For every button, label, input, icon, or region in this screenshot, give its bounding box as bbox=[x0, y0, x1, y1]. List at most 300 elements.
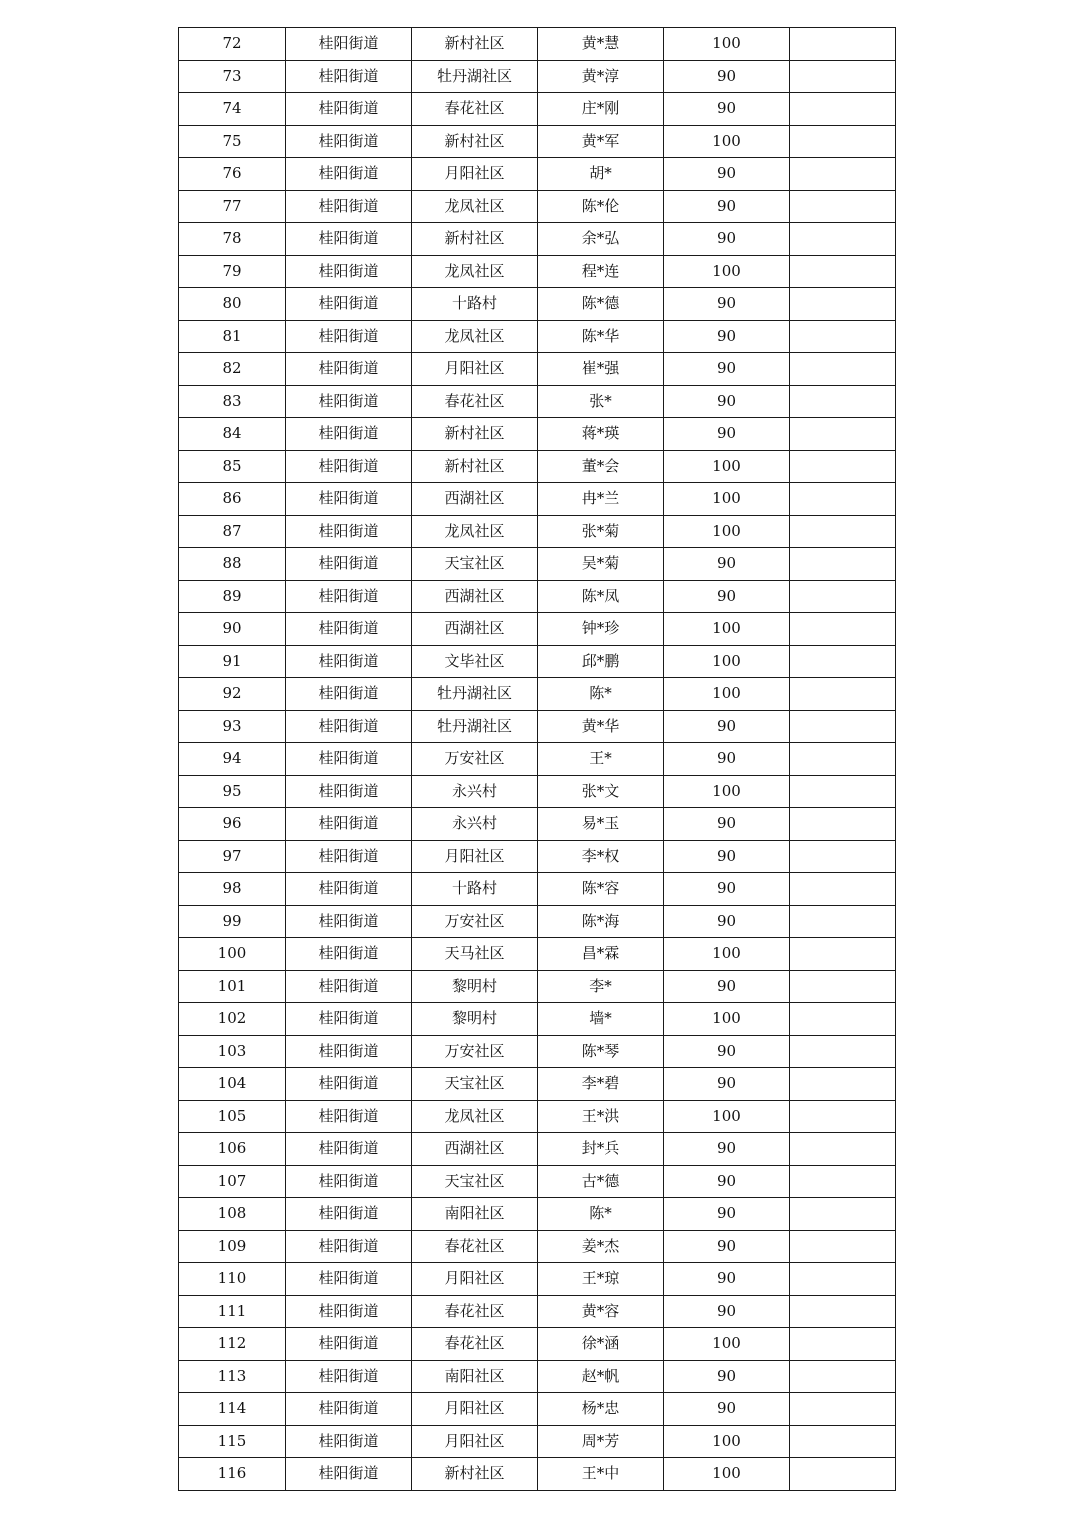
community-cell: 月阳社区 bbox=[412, 1425, 538, 1458]
name-cell: 陈*海 bbox=[538, 905, 664, 938]
community-cell: 黎明村 bbox=[412, 970, 538, 1003]
community-cell: 万安社区 bbox=[412, 905, 538, 938]
table-row bbox=[179, 905, 896, 938]
table-row bbox=[179, 1133, 896, 1166]
name-cell: 陈*德 bbox=[538, 288, 664, 321]
name-cell: 陈*容 bbox=[538, 873, 664, 906]
name-cell: 程*连 bbox=[538, 255, 664, 288]
community-cell: 新村社区 bbox=[412, 418, 538, 451]
score-cell: 90 bbox=[664, 418, 790, 451]
community-cell: 万安社区 bbox=[412, 743, 538, 776]
community-cell: 春花社区 bbox=[412, 1295, 538, 1328]
row-number-cell: 105 bbox=[179, 1100, 286, 1133]
note-cell bbox=[790, 1003, 896, 1036]
score-cell: 90 bbox=[664, 1295, 790, 1328]
score-cell: 100 bbox=[664, 125, 790, 158]
row-number-cell: 97 bbox=[179, 840, 286, 873]
row-number-cell: 78 bbox=[179, 223, 286, 256]
community-cell: 新村社区 bbox=[412, 1458, 538, 1491]
score-cell: 90 bbox=[664, 1198, 790, 1231]
street-cell: 桂阳街道 bbox=[286, 1165, 412, 1198]
note-cell bbox=[790, 255, 896, 288]
street-cell: 桂阳街道 bbox=[286, 613, 412, 646]
table-row bbox=[179, 873, 896, 906]
name-cell: 王*洪 bbox=[538, 1100, 664, 1133]
community-cell: 牡丹湖社区 bbox=[412, 710, 538, 743]
street-cell: 桂阳街道 bbox=[286, 1295, 412, 1328]
community-cell: 龙凤社区 bbox=[412, 320, 538, 353]
note-cell bbox=[790, 1393, 896, 1426]
community-cell: 十路村 bbox=[412, 288, 538, 321]
row-number-cell: 99 bbox=[179, 905, 286, 938]
note-cell bbox=[790, 1230, 896, 1263]
table-row bbox=[179, 515, 896, 548]
table-row bbox=[179, 840, 896, 873]
street-cell: 桂阳街道 bbox=[286, 1328, 412, 1361]
name-cell: 胡* bbox=[538, 158, 664, 191]
note-cell bbox=[790, 1165, 896, 1198]
street-cell: 桂阳街道 bbox=[286, 580, 412, 613]
note-cell bbox=[790, 60, 896, 93]
row-number-cell: 77 bbox=[179, 190, 286, 223]
name-cell: 陈* bbox=[538, 678, 664, 711]
row-number-cell: 76 bbox=[179, 158, 286, 191]
street-cell: 桂阳街道 bbox=[286, 1068, 412, 1101]
score-cell: 90 bbox=[664, 743, 790, 776]
score-cell: 90 bbox=[664, 1263, 790, 1296]
name-cell: 古*德 bbox=[538, 1165, 664, 1198]
row-number-cell: 94 bbox=[179, 743, 286, 776]
note-cell bbox=[790, 1035, 896, 1068]
name-cell: 易*玉 bbox=[538, 808, 664, 841]
community-cell: 西湖社区 bbox=[412, 613, 538, 646]
table-row bbox=[179, 1003, 896, 1036]
name-cell: 庄*刚 bbox=[538, 93, 664, 126]
table-row bbox=[179, 418, 896, 451]
name-cell: 邱*鹏 bbox=[538, 645, 664, 678]
table-row bbox=[179, 645, 896, 678]
score-cell: 90 bbox=[664, 808, 790, 841]
note-cell bbox=[790, 1360, 896, 1393]
street-cell: 桂阳街道 bbox=[286, 1133, 412, 1166]
name-cell: 昌*霖 bbox=[538, 938, 664, 971]
row-number-cell: 88 bbox=[179, 548, 286, 581]
street-cell: 桂阳街道 bbox=[286, 158, 412, 191]
row-number-cell: 93 bbox=[179, 710, 286, 743]
row-number-cell: 110 bbox=[179, 1263, 286, 1296]
table-body bbox=[179, 28, 896, 1491]
community-cell: 月阳社区 bbox=[412, 353, 538, 386]
table-row bbox=[179, 1035, 896, 1068]
score-cell: 100 bbox=[664, 1003, 790, 1036]
name-cell: 黄*淳 bbox=[538, 60, 664, 93]
street-cell: 桂阳街道 bbox=[286, 223, 412, 256]
street-cell: 桂阳街道 bbox=[286, 60, 412, 93]
note-cell bbox=[790, 775, 896, 808]
name-cell: 墙* bbox=[538, 1003, 664, 1036]
community-cell: 新村社区 bbox=[412, 125, 538, 158]
street-cell: 桂阳街道 bbox=[286, 678, 412, 711]
name-cell: 李*权 bbox=[538, 840, 664, 873]
score-cell: 90 bbox=[664, 60, 790, 93]
note-cell bbox=[790, 1328, 896, 1361]
table-row bbox=[179, 1328, 896, 1361]
street-cell: 桂阳街道 bbox=[286, 1198, 412, 1231]
name-cell: 钟*珍 bbox=[538, 613, 664, 646]
table-row bbox=[179, 1393, 896, 1426]
community-cell: 天宝社区 bbox=[412, 1165, 538, 1198]
score-cell: 90 bbox=[664, 353, 790, 386]
row-number-cell: 96 bbox=[179, 808, 286, 841]
row-number-cell: 85 bbox=[179, 450, 286, 483]
score-cell: 90 bbox=[664, 905, 790, 938]
name-cell: 黄*华 bbox=[538, 710, 664, 743]
row-number-cell: 86 bbox=[179, 483, 286, 516]
name-cell: 黄*军 bbox=[538, 125, 664, 158]
row-number-cell: 114 bbox=[179, 1393, 286, 1426]
table-row bbox=[179, 678, 896, 711]
name-cell: 陈*琴 bbox=[538, 1035, 664, 1068]
table-row bbox=[179, 1263, 896, 1296]
community-cell: 天宝社区 bbox=[412, 548, 538, 581]
note-cell bbox=[790, 450, 896, 483]
score-cell: 100 bbox=[664, 483, 790, 516]
score-cell: 100 bbox=[664, 255, 790, 288]
row-number-cell: 103 bbox=[179, 1035, 286, 1068]
score-cell: 90 bbox=[664, 1165, 790, 1198]
name-cell: 李*碧 bbox=[538, 1068, 664, 1101]
row-number-cell: 82 bbox=[179, 353, 286, 386]
street-cell: 桂阳街道 bbox=[286, 385, 412, 418]
row-number-cell: 83 bbox=[179, 385, 286, 418]
table-row bbox=[179, 255, 896, 288]
row-number-cell: 111 bbox=[179, 1295, 286, 1328]
table-row bbox=[179, 1230, 896, 1263]
row-number-cell: 115 bbox=[179, 1425, 286, 1458]
score-cell: 90 bbox=[664, 1068, 790, 1101]
note-cell bbox=[790, 840, 896, 873]
community-cell: 牡丹湖社区 bbox=[412, 678, 538, 711]
community-cell: 天宝社区 bbox=[412, 1068, 538, 1101]
name-cell: 周*芳 bbox=[538, 1425, 664, 1458]
community-cell: 南阳社区 bbox=[412, 1198, 538, 1231]
row-number-cell: 80 bbox=[179, 288, 286, 321]
row-number-cell: 107 bbox=[179, 1165, 286, 1198]
table-row bbox=[179, 450, 896, 483]
note-cell bbox=[790, 1458, 896, 1491]
score-cell: 90 bbox=[664, 158, 790, 191]
score-cell: 100 bbox=[664, 515, 790, 548]
table-row bbox=[179, 353, 896, 386]
score-cell: 100 bbox=[664, 450, 790, 483]
note-cell bbox=[790, 808, 896, 841]
score-cell: 100 bbox=[664, 1458, 790, 1491]
note-cell bbox=[790, 905, 896, 938]
row-number-cell: 79 bbox=[179, 255, 286, 288]
note-cell bbox=[790, 93, 896, 126]
note-cell bbox=[790, 1295, 896, 1328]
note-cell bbox=[790, 1068, 896, 1101]
street-cell: 桂阳街道 bbox=[286, 515, 412, 548]
note-cell bbox=[790, 158, 896, 191]
score-cell: 90 bbox=[664, 1035, 790, 1068]
street-cell: 桂阳街道 bbox=[286, 970, 412, 1003]
table-row bbox=[179, 1100, 896, 1133]
street-cell: 桂阳街道 bbox=[286, 1230, 412, 1263]
street-cell: 桂阳街道 bbox=[286, 808, 412, 841]
name-cell: 徐*涵 bbox=[538, 1328, 664, 1361]
score-cell: 100 bbox=[664, 938, 790, 971]
row-number-cell: 109 bbox=[179, 1230, 286, 1263]
score-cell: 100 bbox=[664, 678, 790, 711]
street-cell: 桂阳街道 bbox=[286, 1003, 412, 1036]
note-cell bbox=[790, 125, 896, 158]
community-cell: 西湖社区 bbox=[412, 483, 538, 516]
row-number-cell: 73 bbox=[179, 60, 286, 93]
street-cell: 桂阳街道 bbox=[286, 743, 412, 776]
community-cell: 龙凤社区 bbox=[412, 190, 538, 223]
score-cell: 90 bbox=[664, 970, 790, 1003]
row-number-cell: 108 bbox=[179, 1198, 286, 1231]
note-cell bbox=[790, 743, 896, 776]
score-cell: 100 bbox=[664, 613, 790, 646]
community-cell: 牡丹湖社区 bbox=[412, 60, 538, 93]
community-cell: 月阳社区 bbox=[412, 158, 538, 191]
street-cell: 桂阳街道 bbox=[286, 938, 412, 971]
score-cell: 90 bbox=[664, 840, 790, 873]
note-cell bbox=[790, 548, 896, 581]
note-cell bbox=[790, 1133, 896, 1166]
table-row bbox=[179, 288, 896, 321]
table-row bbox=[179, 743, 896, 776]
table-row bbox=[179, 1198, 896, 1231]
table-row bbox=[179, 320, 896, 353]
street-cell: 桂阳街道 bbox=[286, 775, 412, 808]
community-cell: 天马社区 bbox=[412, 938, 538, 971]
row-number-cell: 84 bbox=[179, 418, 286, 451]
community-cell: 西湖社区 bbox=[412, 580, 538, 613]
row-number-cell: 72 bbox=[179, 28, 286, 61]
community-cell: 新村社区 bbox=[412, 223, 538, 256]
community-cell: 龙凤社区 bbox=[412, 255, 538, 288]
street-cell: 桂阳街道 bbox=[286, 288, 412, 321]
table-row bbox=[179, 1458, 896, 1491]
table-row bbox=[179, 125, 896, 158]
table-row bbox=[179, 1425, 896, 1458]
score-cell: 100 bbox=[664, 1425, 790, 1458]
name-cell: 冉*兰 bbox=[538, 483, 664, 516]
table-row bbox=[179, 1068, 896, 1101]
street-cell: 桂阳街道 bbox=[286, 1458, 412, 1491]
street-cell: 桂阳街道 bbox=[286, 1425, 412, 1458]
row-number-cell: 90 bbox=[179, 613, 286, 646]
score-cell: 90 bbox=[664, 1230, 790, 1263]
roster-table bbox=[178, 27, 896, 1491]
name-cell: 张*文 bbox=[538, 775, 664, 808]
community-cell: 春花社区 bbox=[412, 1328, 538, 1361]
note-cell bbox=[790, 28, 896, 61]
note-cell bbox=[790, 353, 896, 386]
note-cell bbox=[790, 1263, 896, 1296]
row-number-cell: 102 bbox=[179, 1003, 286, 1036]
street-cell: 桂阳街道 bbox=[286, 1263, 412, 1296]
note-cell bbox=[790, 288, 896, 321]
street-cell: 桂阳街道 bbox=[286, 353, 412, 386]
row-number-cell: 104 bbox=[179, 1068, 286, 1101]
note-cell bbox=[790, 938, 896, 971]
street-cell: 桂阳街道 bbox=[286, 840, 412, 873]
table-row bbox=[179, 938, 896, 971]
score-cell: 90 bbox=[664, 873, 790, 906]
street-cell: 桂阳街道 bbox=[286, 1100, 412, 1133]
row-number-cell: 116 bbox=[179, 1458, 286, 1491]
community-cell: 月阳社区 bbox=[412, 840, 538, 873]
name-cell: 陈* bbox=[538, 1198, 664, 1231]
score-cell: 90 bbox=[664, 710, 790, 743]
row-number-cell: 95 bbox=[179, 775, 286, 808]
row-number-cell: 92 bbox=[179, 678, 286, 711]
table-row bbox=[179, 1165, 896, 1198]
street-cell: 桂阳街道 bbox=[286, 905, 412, 938]
row-number-cell: 91 bbox=[179, 645, 286, 678]
table-row bbox=[179, 93, 896, 126]
name-cell: 陈*凤 bbox=[538, 580, 664, 613]
name-cell: 王* bbox=[538, 743, 664, 776]
community-cell: 新村社区 bbox=[412, 28, 538, 61]
table-row bbox=[179, 385, 896, 418]
row-number-cell: 100 bbox=[179, 938, 286, 971]
table-row bbox=[179, 223, 896, 256]
community-cell: 南阳社区 bbox=[412, 1360, 538, 1393]
name-cell: 蒋*瑛 bbox=[538, 418, 664, 451]
name-cell: 张*菊 bbox=[538, 515, 664, 548]
score-cell: 90 bbox=[664, 93, 790, 126]
row-number-cell: 89 bbox=[179, 580, 286, 613]
street-cell: 桂阳街道 bbox=[286, 418, 412, 451]
score-cell: 90 bbox=[664, 320, 790, 353]
street-cell: 桂阳街道 bbox=[286, 93, 412, 126]
row-number-cell: 112 bbox=[179, 1328, 286, 1361]
name-cell: 赵*帆 bbox=[538, 1360, 664, 1393]
street-cell: 桂阳街道 bbox=[286, 28, 412, 61]
street-cell: 桂阳街道 bbox=[286, 125, 412, 158]
table-row bbox=[179, 548, 896, 581]
note-cell bbox=[790, 418, 896, 451]
table-row bbox=[179, 710, 896, 743]
table-row bbox=[179, 808, 896, 841]
name-cell: 董*会 bbox=[538, 450, 664, 483]
table-row bbox=[179, 970, 896, 1003]
name-cell: 姜*杰 bbox=[538, 1230, 664, 1263]
document-page bbox=[178, 27, 895, 1491]
score-cell: 90 bbox=[664, 548, 790, 581]
community-cell: 十路村 bbox=[412, 873, 538, 906]
name-cell: 黄*容 bbox=[538, 1295, 664, 1328]
table-row bbox=[179, 1295, 896, 1328]
note-cell bbox=[790, 580, 896, 613]
note-cell bbox=[790, 320, 896, 353]
score-cell: 90 bbox=[664, 223, 790, 256]
row-number-cell: 101 bbox=[179, 970, 286, 1003]
note-cell bbox=[790, 385, 896, 418]
row-number-cell: 75 bbox=[179, 125, 286, 158]
name-cell: 封*兵 bbox=[538, 1133, 664, 1166]
name-cell: 吴*菊 bbox=[538, 548, 664, 581]
table-row bbox=[179, 190, 896, 223]
name-cell: 张* bbox=[538, 385, 664, 418]
name-cell: 王*中 bbox=[538, 1458, 664, 1491]
note-cell bbox=[790, 645, 896, 678]
score-cell: 90 bbox=[664, 288, 790, 321]
note-cell bbox=[790, 710, 896, 743]
score-cell: 100 bbox=[664, 775, 790, 808]
row-number-cell: 74 bbox=[179, 93, 286, 126]
note-cell bbox=[790, 970, 896, 1003]
street-cell: 桂阳街道 bbox=[286, 548, 412, 581]
community-cell: 春花社区 bbox=[412, 1230, 538, 1263]
name-cell: 余*弘 bbox=[538, 223, 664, 256]
name-cell: 李* bbox=[538, 970, 664, 1003]
row-number-cell: 81 bbox=[179, 320, 286, 353]
note-cell bbox=[790, 515, 896, 548]
community-cell: 龙凤社区 bbox=[412, 1100, 538, 1133]
community-cell: 月阳社区 bbox=[412, 1263, 538, 1296]
table-row bbox=[179, 580, 896, 613]
note-cell bbox=[790, 1425, 896, 1458]
community-cell: 文毕社区 bbox=[412, 645, 538, 678]
street-cell: 桂阳街道 bbox=[286, 450, 412, 483]
community-cell: 月阳社区 bbox=[412, 1393, 538, 1426]
note-cell bbox=[790, 678, 896, 711]
street-cell: 桂阳街道 bbox=[286, 1035, 412, 1068]
community-cell: 春花社区 bbox=[412, 385, 538, 418]
note-cell bbox=[790, 223, 896, 256]
name-cell: 王*琼 bbox=[538, 1263, 664, 1296]
street-cell: 桂阳街道 bbox=[286, 645, 412, 678]
note-cell bbox=[790, 873, 896, 906]
community-cell: 春花社区 bbox=[412, 93, 538, 126]
score-cell: 90 bbox=[664, 1133, 790, 1166]
street-cell: 桂阳街道 bbox=[286, 320, 412, 353]
row-number-cell: 113 bbox=[179, 1360, 286, 1393]
community-cell: 万安社区 bbox=[412, 1035, 538, 1068]
name-cell: 杨*忠 bbox=[538, 1393, 664, 1426]
name-cell: 陈*华 bbox=[538, 320, 664, 353]
score-cell: 100 bbox=[664, 645, 790, 678]
note-cell bbox=[790, 190, 896, 223]
name-cell: 黄*慧 bbox=[538, 28, 664, 61]
table-row bbox=[179, 28, 896, 61]
street-cell: 桂阳街道 bbox=[286, 190, 412, 223]
note-cell bbox=[790, 483, 896, 516]
note-cell bbox=[790, 1100, 896, 1133]
score-cell: 90 bbox=[664, 580, 790, 613]
street-cell: 桂阳街道 bbox=[286, 873, 412, 906]
score-cell: 100 bbox=[664, 28, 790, 61]
note-cell bbox=[790, 613, 896, 646]
table-row bbox=[179, 158, 896, 191]
street-cell: 桂阳街道 bbox=[286, 1393, 412, 1426]
table-row bbox=[179, 613, 896, 646]
score-cell: 90 bbox=[664, 1360, 790, 1393]
community-cell: 黎明村 bbox=[412, 1003, 538, 1036]
community-cell: 新村社区 bbox=[412, 450, 538, 483]
community-cell: 永兴村 bbox=[412, 775, 538, 808]
row-number-cell: 87 bbox=[179, 515, 286, 548]
score-cell: 100 bbox=[664, 1100, 790, 1133]
name-cell: 陈*伦 bbox=[538, 190, 664, 223]
row-number-cell: 98 bbox=[179, 873, 286, 906]
